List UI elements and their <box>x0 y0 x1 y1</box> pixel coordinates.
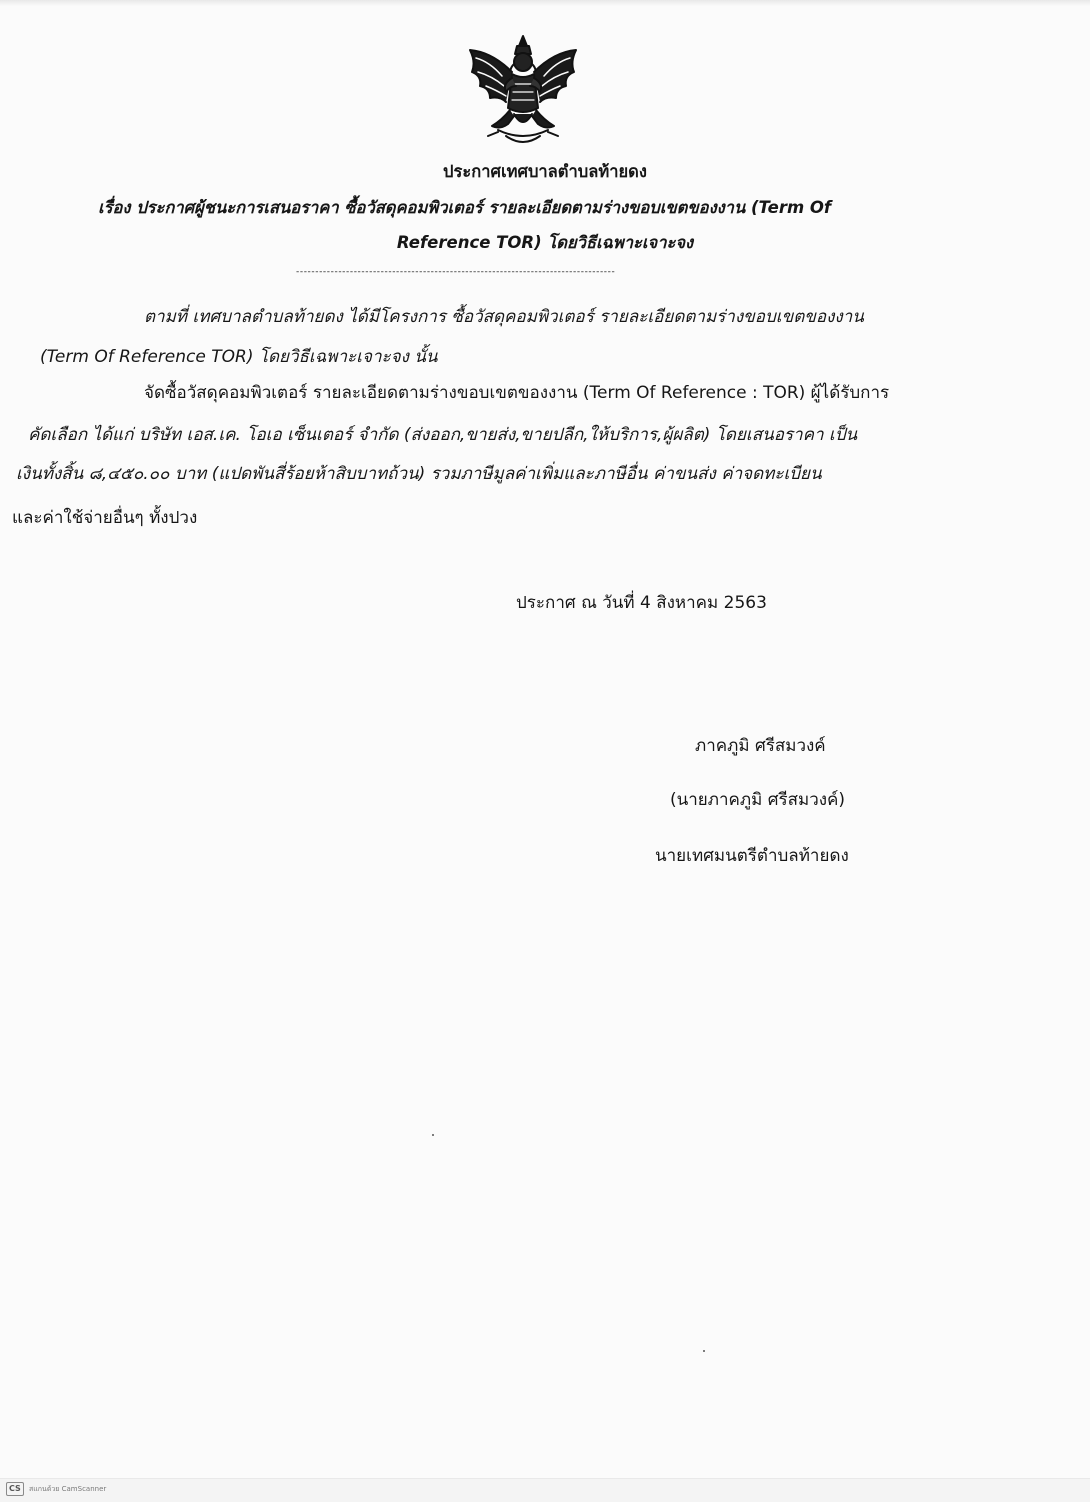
signer-position: นายเทศมนตรีตำบลท้ายดง <box>655 846 849 866</box>
camscanner-logo-icon: CS <box>6 1482 24 1496</box>
page-bottom-edge <box>0 1478 1090 1502</box>
paragraph-2-line-3: เงินทั้งสิ้น ๘,๔๕๐.๐๐ บาท (แปดพันสี่ร้อยห้าสิบบาทถ้วน) รวมภาษีมูลค่าเพิ่มและภาษีอื่น ค่าขนส่ง ค่าจดทะเบียน <box>16 464 822 484</box>
signer-full-name: (นายภาคภูมิ ศรีสมวงค์) <box>670 790 846 810</box>
scanner-footer-label: สแกนด้วย CamScanner <box>29 1485 107 1493</box>
scanner-footer <box>6 1482 106 1496</box>
paragraph-2-line-1: จัดซื้อวัสดุคอมพิวเตอร์ รายละเอียดตามร่างขอบเขตของงาน (Term Of Reference : TOR) ผู้ได้รับการ <box>144 383 890 403</box>
paragraph-1-line-1: ตามที่ เทศบาลตำบลท้ายดง ได้มีโครงการ ซื้อวัสดุคอมพิวเตอร์ รายละเอียดตามร่างขอบเขตของงาน <box>144 307 864 327</box>
separator-dashes: ----------------------------------------------------------------------------------- <box>296 267 616 277</box>
paragraph-2-line-2: คัดเลือก ได้แก่ บริษัท เอส.เค. โอเอ เซ็นเตอร์ จำกัด (ส่งออก,ขายส่ง,ขายปลีก,ให้บริการ,ผู้ผลิต) โดยเสนอราคา เป็น <box>28 425 858 445</box>
header-title: ประกาศเทศบาลตำบลท้ายดง <box>443 162 647 181</box>
garuda-emblem-icon <box>462 32 584 150</box>
subject-line-1: เรื่อง ประกาศผู้ชนะการเสนอราคา ซื้อวัสดุคอมพิวเตอร์ รายละเอียดตามร่างขอบเขตของงาน (Term Of <box>98 198 832 217</box>
scan-speck <box>703 1350 705 1352</box>
page-top-edge <box>0 0 1090 6</box>
announce-date: ประกาศ ณ วันที่ 4 สิงหาคม 2563 <box>516 593 767 613</box>
signature-name: ภาคภูมิ ศรีสมวงค์ <box>695 736 826 756</box>
paragraph-1-line-2: (Term Of Reference TOR) โดยวิธีเฉพาะเจาะจง นั้น <box>40 347 438 367</box>
paragraph-2-line-4: และค่าใช้จ่ายอื่นๆ ทั้งปวง <box>12 508 198 528</box>
scan-speck <box>432 1134 434 1136</box>
subject-line-2: Reference TOR) โดยวิธีเฉพาะเจาะจง <box>396 233 694 252</box>
